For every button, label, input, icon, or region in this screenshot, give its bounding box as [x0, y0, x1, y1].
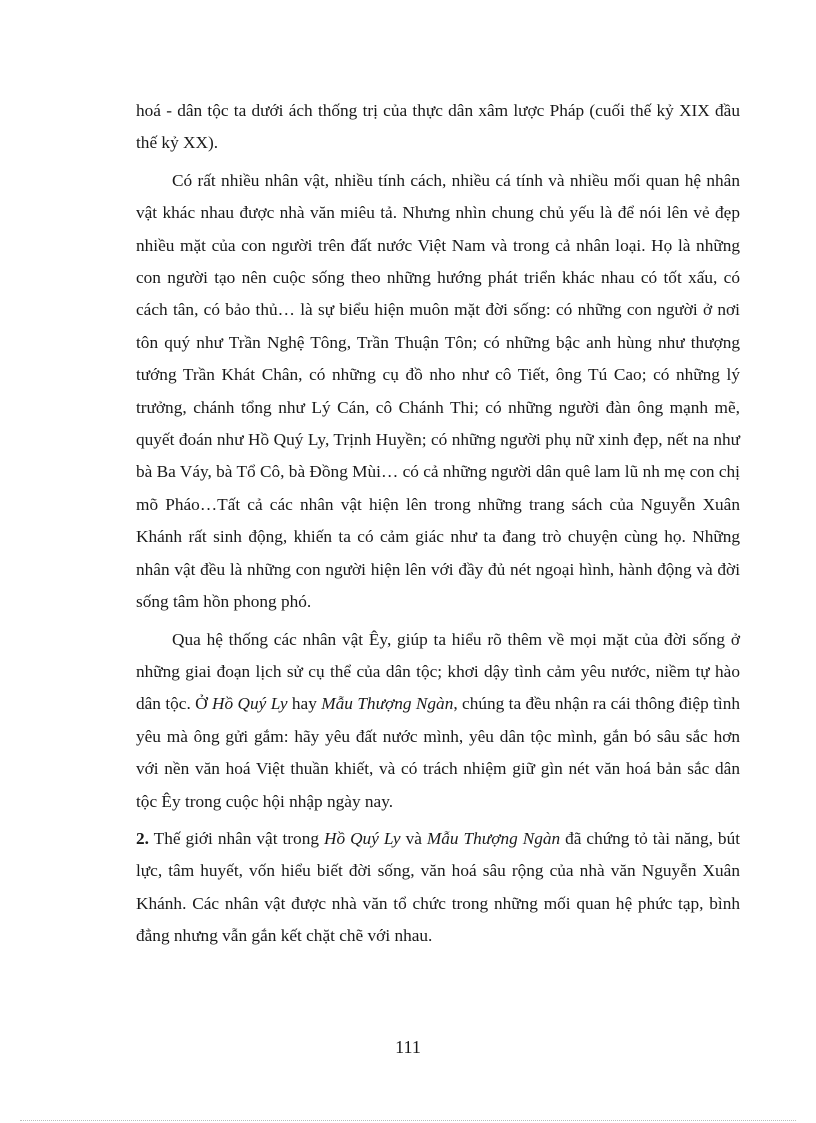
paragraph-2: Có rất nhiều nhân vật, nhiều tính cách, nhiều cá tính và nhiều mối quan hệ nhân vật khác nhau được nhà văn miêu tả. Nhưng nhìn chung chủ yếu là để nói lên vẻ đẹp nhiều mặt của con người trên đất nước Việt Nam và trong cả nhân loại. Họ là những con người tạo nên cuộc sống theo những hướng phát triển khác nhau có tốt xấu, có cách tân, có bảo thủ… là sự biểu hiện muôn mặt đời sống: có những con người ở nơi tôn quý như Trần Nghệ Tông, Trần Thuận Tôn; có những bậc anh hùng như thượng tướng Trần Khát Chân, có những cụ đồ nho như cô Tiết, ông Tú Cao; có những lý trưởng, chánh tổng như Lý Cán, cô Chánh Thi; có những người đàn ông mạnh mẽ, quyết đoán như Hồ Quý Ly, Trịnh Huyền; có những người phụ nữ xinh đẹp, nết na như bà Ba Váy, bà Tổ Cô, bà Đồng Mùi… có cả những người dân quê lam lũ nh mẹ con chị mõ Pháo…Tất cả các nhân vật hiện lên trong những trang sách của Nguyễn Xuân Khánh rất sinh động, khiến ta có cảm giác như ta đang trò chuyện cùng họ. Những nhân vật đều là những con người hiện lên với đầy đủ nét ngoại hình, hành động và đời sống tâm hồn phong phó.	[136, 170, 740, 612]
page-number: 111	[395, 1037, 421, 1057]
footer-divider	[20, 1120, 796, 1121]
book-title-ho-quy-ly-2: Hồ Quý Ly	[323, 828, 401, 848]
paragraph-4-text-a: Thế giới nhân vật trong	[148, 828, 324, 848]
paragraph-3-text-c: , chúng ta đều nhận ra cái thông điệp tình yêu mà ông gửi gắm: hãy yêu đất nước mình, yêu dân tộc mình, gắn bó sâu sắc hơn với nền văn hoá Việt thuần khiết, và có trách nhiệm giữ gìn nét văn hoá bản sắc dân tộc Êy trong cuộc hội nhập ngày nay.	[136, 694, 740, 811]
paragraph-3-text-a: Qua hệ thống các nhân vật Êy, giúp ta hiểu rõ thêm về mọi mặt của đời sống ở những giai đoạn lịch sử cụ thể của dân tộc; khơi dậy tình cảm yêu nước, niềm tự hào dân tộc. Ở	[136, 629, 740, 714]
paragraph-3	[136, 624, 740, 818]
paragraph-4	[136, 823, 740, 953]
document-body	[136, 95, 740, 953]
book-title-mau-thuong-ngan: Mẫu Thượng Ngàn	[321, 694, 454, 714]
paragraph-4-text-b: và	[400, 828, 427, 848]
section-number: 2.	[136, 828, 149, 848]
paragraph-4-text-c: đã chứng tỏ tài năng, bút lực, tâm huyết, vốn hiểu biết đời sống, văn hoá sâu rộng của nhà văn Nguyễn Xuân Khánh. Các nhân vật được nhà văn tổ chức trong những mối quan hệ phức tạp, bình đẳng nhưng vẫn gắn kết chặt chẽ với nhau.	[136, 828, 741, 946]
book-title-ho-quy-ly: Hồ Quý Ly	[212, 694, 288, 714]
book-title-mau-thuong-ngan-2: Mẫu Thượng Ngàn	[426, 828, 561, 848]
paragraph-3-text-b: hay	[287, 694, 322, 714]
paragraph-1: hoá - dân tộc ta dưới ách thống trị của thực dân xâm lược Pháp (cuối thế kỷ XIX đầu thế kỷ XX).	[136, 101, 740, 153]
